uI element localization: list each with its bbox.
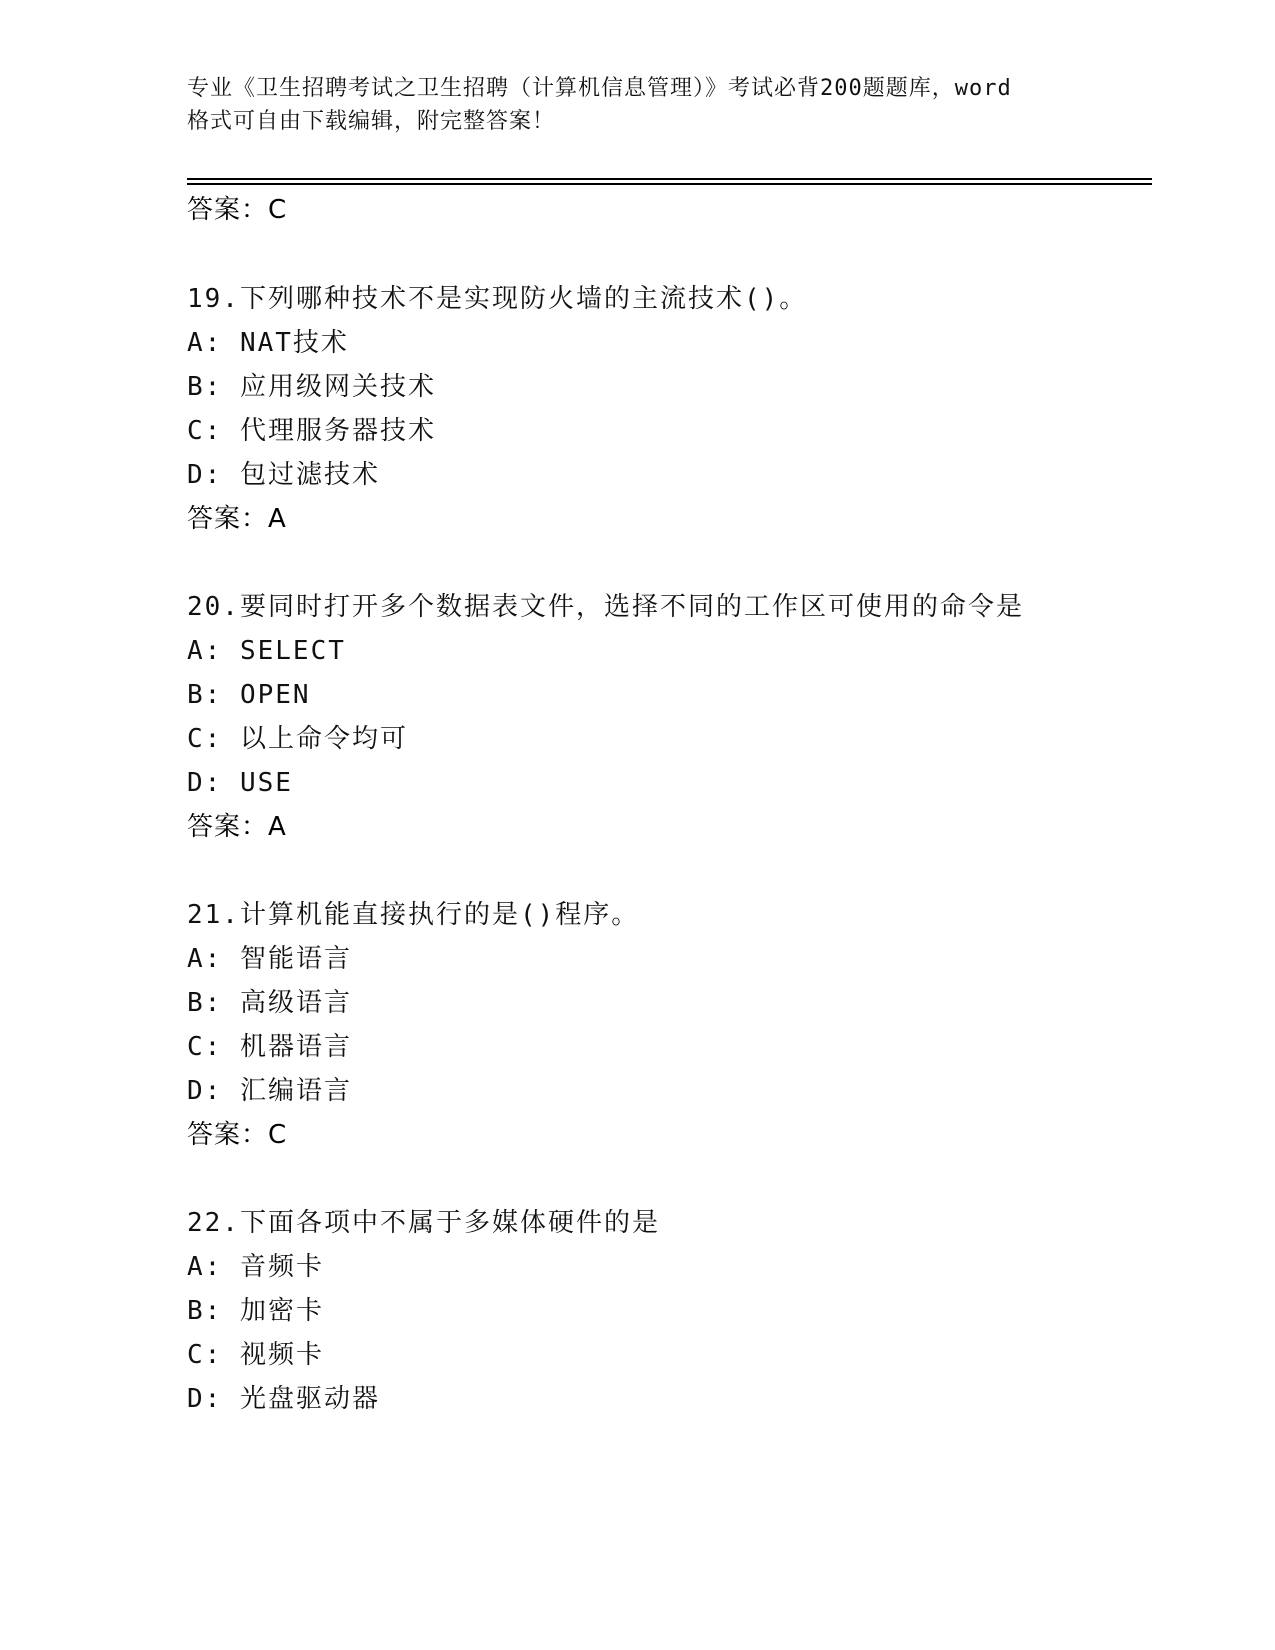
question-20-option-d: D: USE xyxy=(187,768,293,798)
question-20-stem: 20.要同时打开多个数据表文件，选择不同的工作区可使用的命令是 xyxy=(187,592,1024,622)
document-header xyxy=(187,72,1087,138)
question-20-answer: 答案：A xyxy=(187,812,287,842)
question-20-option-a: A: SELECT xyxy=(187,636,346,666)
question-19-answer: 答案：A xyxy=(187,504,287,534)
question-19-stem: 19.下列哪种技术不是实现防火墙的主流技术()。 xyxy=(187,284,808,314)
header-line-1: 专业《卫生招聘考试之卫生招聘（计算机信息管理）》考试必背200题题库，word xyxy=(187,76,1012,101)
header-divider-bottom xyxy=(187,183,1152,185)
question-19-option-d: D: 包过滤技术 xyxy=(187,460,380,490)
question-21-option-b: B: 高级语言 xyxy=(187,988,352,1018)
question-19-option-a: A: NAT技术 xyxy=(187,328,349,358)
question-21-answer: 答案：C xyxy=(187,1120,288,1150)
question-20-option-b: B: OPEN xyxy=(187,680,311,710)
question-22-option-a: A: 音频卡 xyxy=(187,1252,324,1282)
question-22-stem: 22.下面各项中不属于多媒体硬件的是 xyxy=(187,1208,660,1238)
question-19-option-c: C: 代理服务器技术 xyxy=(187,416,436,446)
question-22-option-c: C: 视频卡 xyxy=(187,1340,324,1370)
question-19-option-b: B: 应用级网关技术 xyxy=(187,372,436,402)
question-21-option-c: C: 机器语言 xyxy=(187,1032,352,1062)
question-21-stem: 21.计算机能直接执行的是()程序。 xyxy=(187,900,640,930)
question-21-option-a: A: 智能语言 xyxy=(187,944,352,974)
question-20-option-c: C: 以上命令均可 xyxy=(187,724,408,754)
question-22-option-b: B: 加密卡 xyxy=(187,1296,324,1326)
question-21-option-d: D: 汇编语言 xyxy=(187,1076,352,1106)
header-divider-top xyxy=(187,178,1152,180)
previous-answer: 答案：C xyxy=(187,195,288,225)
header-line-2: 格式可自由下载编辑，附完整答案！ xyxy=(187,109,556,134)
question-22-option-d: D: 光盘驱动器 xyxy=(187,1384,380,1414)
